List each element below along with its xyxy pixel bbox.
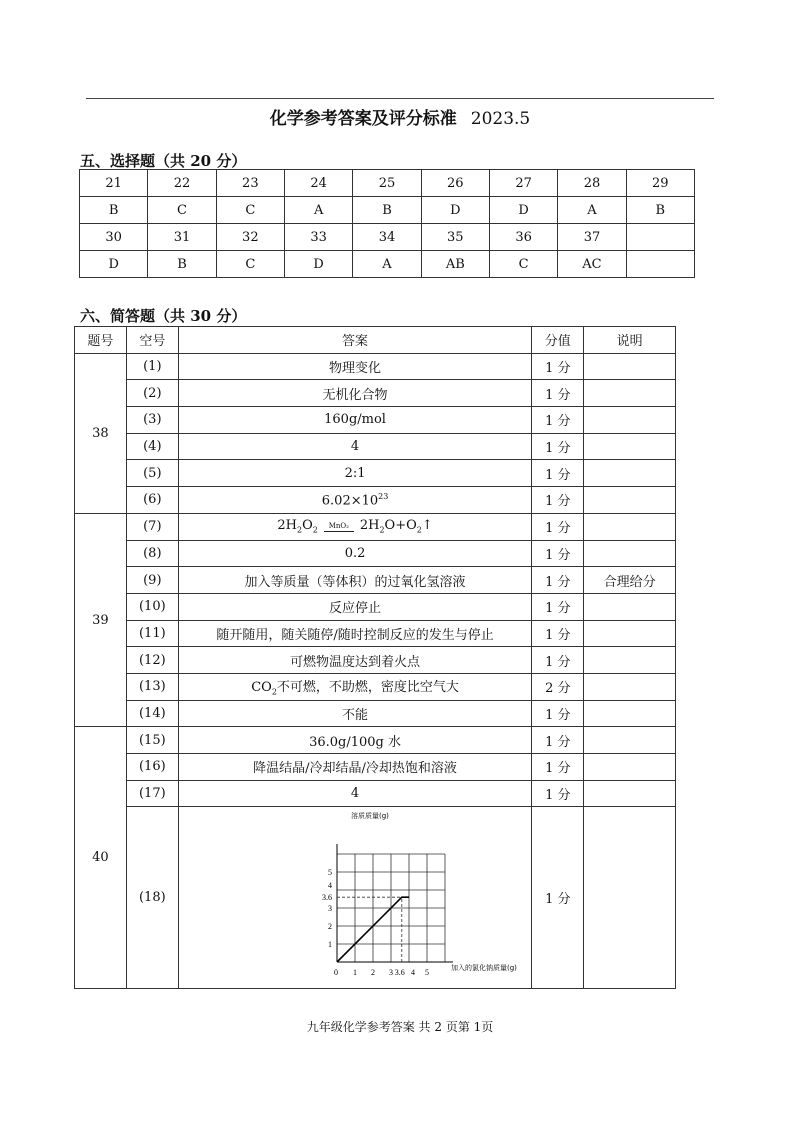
blank-label: (10) <box>126 593 178 620</box>
section5-heading: 五、选择题（共 20 分） <box>80 152 247 170</box>
answer-cell: 0.2 <box>178 540 532 567</box>
answer-letter-cell: D <box>421 197 489 224</box>
choice-row <box>80 251 695 278</box>
answer-cell: 降温结晶/冷却结晶/冷却热饱和溶液 <box>178 754 532 781</box>
question-number-cell: 24 <box>284 170 352 197</box>
blank-label: (8) <box>126 540 178 567</box>
note-cell <box>584 513 676 540</box>
answer-letter-cell: B <box>148 251 216 278</box>
blank-label: (9) <box>126 567 178 594</box>
y-tick-label: 3 <box>328 903 333 913</box>
blank-label: (16) <box>126 754 178 781</box>
note-cell <box>584 540 676 567</box>
choice-row <box>80 224 695 251</box>
table-header-row <box>75 327 676 354</box>
blank-label: (2) <box>126 380 178 407</box>
question-number-cell: 21 <box>80 170 148 197</box>
catalyst-arrow <box>324 522 354 532</box>
score-cell: 1 分 <box>532 433 584 460</box>
note-cell <box>584 487 676 514</box>
answer-letter-cell: A <box>284 197 352 224</box>
header-score: 分值 <box>532 327 584 354</box>
score-cell: 2 分 <box>532 673 584 700</box>
score-cell: 1 分 <box>532 647 584 674</box>
table-row <box>75 407 676 434</box>
answer-cell: 4 <box>178 433 532 460</box>
x-tick-label: 4 <box>411 967 416 977</box>
answer-cell: 无机化合物 <box>178 380 532 407</box>
table-row <box>75 754 676 781</box>
solubility-chart <box>245 808 517 984</box>
section6-heading: 六、简答题（共 30 分） <box>80 307 247 325</box>
blank-label: (3) <box>126 407 178 434</box>
table-row <box>75 620 676 647</box>
answer-cell: 物理变化 <box>178 353 532 380</box>
table-row <box>75 807 676 989</box>
answer-letter-cell <box>626 251 694 278</box>
title-year: 2023.5 <box>470 109 531 129</box>
question-number-cell: 32 <box>216 224 284 251</box>
x-tick-label: 5 <box>425 967 430 977</box>
question-number-cell: 34 <box>353 224 421 251</box>
table-row <box>75 513 676 540</box>
table-row <box>75 727 676 754</box>
table-row <box>75 487 676 514</box>
note-cell <box>584 700 676 727</box>
question-number-cell: 35 <box>421 224 489 251</box>
x-tick-label: 3.6 <box>394 967 405 977</box>
answer-exponent: 23 <box>378 491 389 501</box>
answer-letter-cell: D <box>80 251 148 278</box>
note-cell <box>584 673 676 700</box>
answer-letter-cell: C <box>148 197 216 224</box>
y-tick-label: 4 <box>328 880 333 890</box>
answer-letter-cell: AB <box>421 251 489 278</box>
origin-label: 0 <box>334 967 339 977</box>
score-cell: 1 分 <box>532 700 584 727</box>
score-cell: 1 分 <box>532 567 584 594</box>
question-number-cell: 31 <box>148 224 216 251</box>
x-tick-label: 2 <box>371 967 376 977</box>
answer-cell: 2:1 <box>178 460 532 487</box>
table-row <box>75 540 676 567</box>
note-cell <box>584 620 676 647</box>
blank-label: (18) <box>126 807 178 989</box>
score-cell: 1 分 <box>532 513 584 540</box>
reactant: $2H_2O_2$ <box>277 518 318 535</box>
blank-label: (1) <box>126 353 178 380</box>
question-number-cell: 36 <box>489 224 557 251</box>
score-cell: 1 分 <box>532 780 584 807</box>
answer-letter-cell: D <box>489 197 557 224</box>
blank-label: (6) <box>126 487 178 514</box>
blank-label: (4) <box>126 433 178 460</box>
answer-letter-cell: B <box>80 197 148 224</box>
answer-cell: 随开随用，随关随停/随时控制反应的发生与停止 <box>178 620 532 647</box>
answer-cell: 加入等质量（等体积）的过氧化氢溶液 <box>178 567 532 594</box>
header-note: 说明 <box>584 327 676 354</box>
score-cell: 1 分 <box>532 407 584 434</box>
page-title <box>0 104 800 129</box>
note-cell: 合理给分 <box>584 567 676 594</box>
y-tick-label: 1 <box>328 939 333 949</box>
title-text: 化学参考答案及评分标准 <box>269 109 457 129</box>
question-number-cell: 23 <box>216 170 284 197</box>
score-cell: 1 分 <box>532 754 584 781</box>
answer-letter-cell: C <box>489 251 557 278</box>
answer-letter-cell: A <box>558 197 626 224</box>
note-cell <box>584 727 676 754</box>
question-number: 38 <box>75 353 127 513</box>
note-cell <box>584 460 676 487</box>
answer-cell <box>178 513 532 540</box>
answer-letter-cell: C <box>216 251 284 278</box>
answer-letter-cell: A <box>353 251 421 278</box>
answer-letter-cell: B <box>353 197 421 224</box>
top-rule <box>86 98 714 99</box>
question-number-cell: 37 <box>558 224 626 251</box>
short-answer-table <box>74 326 676 989</box>
table-row <box>75 460 676 487</box>
question-number-cell: 27 <box>489 170 557 197</box>
score-cell: 1 分 <box>532 460 584 487</box>
header-num: 题号 <box>75 327 127 354</box>
table-row <box>75 567 676 594</box>
score-cell: 1 分 <box>532 727 584 754</box>
page-footer: 九年级化学参考答案 共 2 页第 1页 <box>306 1020 494 1034</box>
note-cell <box>584 754 676 781</box>
score-cell: 1 分 <box>532 540 584 567</box>
table-row <box>75 647 676 674</box>
note-cell <box>584 593 676 620</box>
choice-row <box>80 197 695 224</box>
table-row <box>75 780 676 807</box>
answer-letter-cell: AC <box>558 251 626 278</box>
header-blank: 空号 <box>126 327 178 354</box>
choice-row <box>80 170 695 197</box>
answer-base: 6.02×10 <box>321 493 379 509</box>
blank-label: (13) <box>126 673 178 700</box>
question-number-cell: 25 <box>353 170 421 197</box>
note-cell <box>584 807 676 989</box>
score-cell: 1 分 <box>532 620 584 647</box>
score-cell: 1 分 <box>532 807 584 989</box>
note-cell <box>584 353 676 380</box>
note-cell <box>584 780 676 807</box>
table-row <box>75 353 676 380</box>
y-tick-label: 2 <box>328 921 333 931</box>
question-number-cell: 28 <box>558 170 626 197</box>
table-row <box>75 673 676 700</box>
answer-cell: 4 <box>178 780 532 807</box>
y-tick-label: 3.6 <box>322 893 333 903</box>
answer-letter-cell: C <box>216 197 284 224</box>
gas-arrow-icon: ↑ <box>421 518 433 534</box>
x-axis-label: 加入的氯化钠质量(g) <box>451 963 517 972</box>
answer-cell: 可燃物温度达到着火点 <box>178 647 532 674</box>
note-cell <box>584 407 676 434</box>
blank-label: (12) <box>126 647 178 674</box>
question-number: 40 <box>75 727 127 989</box>
question-number-cell: 22 <box>148 170 216 197</box>
x-tick-label: 1 <box>353 967 358 977</box>
score-cell: 1 分 <box>532 380 584 407</box>
question-number-cell: 33 <box>284 224 352 251</box>
answer-chart-cell <box>178 807 532 989</box>
answer-letter-cell: B <box>626 197 694 224</box>
table-row <box>75 700 676 727</box>
table-row <box>75 380 676 407</box>
question-number-cell <box>626 224 694 251</box>
catalyst-label: MnO₂ <box>328 521 349 530</box>
answer-cell: 36.0g/100g 水 <box>178 727 532 754</box>
header-answer: 答案 <box>178 327 532 354</box>
score-cell: 1 分 <box>532 353 584 380</box>
note-cell <box>584 380 676 407</box>
table-row <box>75 593 676 620</box>
answer-letter-cell: D <box>284 251 352 278</box>
y-axis-label: 溶质质量(g) <box>351 811 389 820</box>
answer-cell: $CO_2$不可燃，不助燃，密度比空气大 <box>178 673 532 700</box>
question-number-cell: 30 <box>80 224 148 251</box>
question-number-cell: 26 <box>421 170 489 197</box>
y-tick-label: 5 <box>328 867 333 877</box>
answer-cell <box>178 487 532 514</box>
answer-cell: 不能 <box>178 700 532 727</box>
reaction-equation <box>277 518 432 535</box>
blank-label: (5) <box>126 460 178 487</box>
blank-label: (14) <box>126 700 178 727</box>
product: $2H_2O+O_2↑$ <box>359 518 433 535</box>
blank-label: (15) <box>126 727 178 754</box>
answer-cell: 160g/mol <box>178 407 532 434</box>
note-cell <box>584 647 676 674</box>
x-tick-label: 3 <box>389 967 394 977</box>
answer-cell: 反应停止 <box>178 593 532 620</box>
score-cell: 1 分 <box>532 487 584 514</box>
question-number-cell: 29 <box>626 170 694 197</box>
note-cell <box>584 433 676 460</box>
blank-label: (7) <box>126 513 178 540</box>
choice-answer-table <box>79 169 695 278</box>
blank-label: (11) <box>126 620 178 647</box>
table-row <box>75 433 676 460</box>
score-cell: 1 分 <box>532 593 584 620</box>
blank-label: (17) <box>126 780 178 807</box>
question-number: 39 <box>75 513 127 727</box>
